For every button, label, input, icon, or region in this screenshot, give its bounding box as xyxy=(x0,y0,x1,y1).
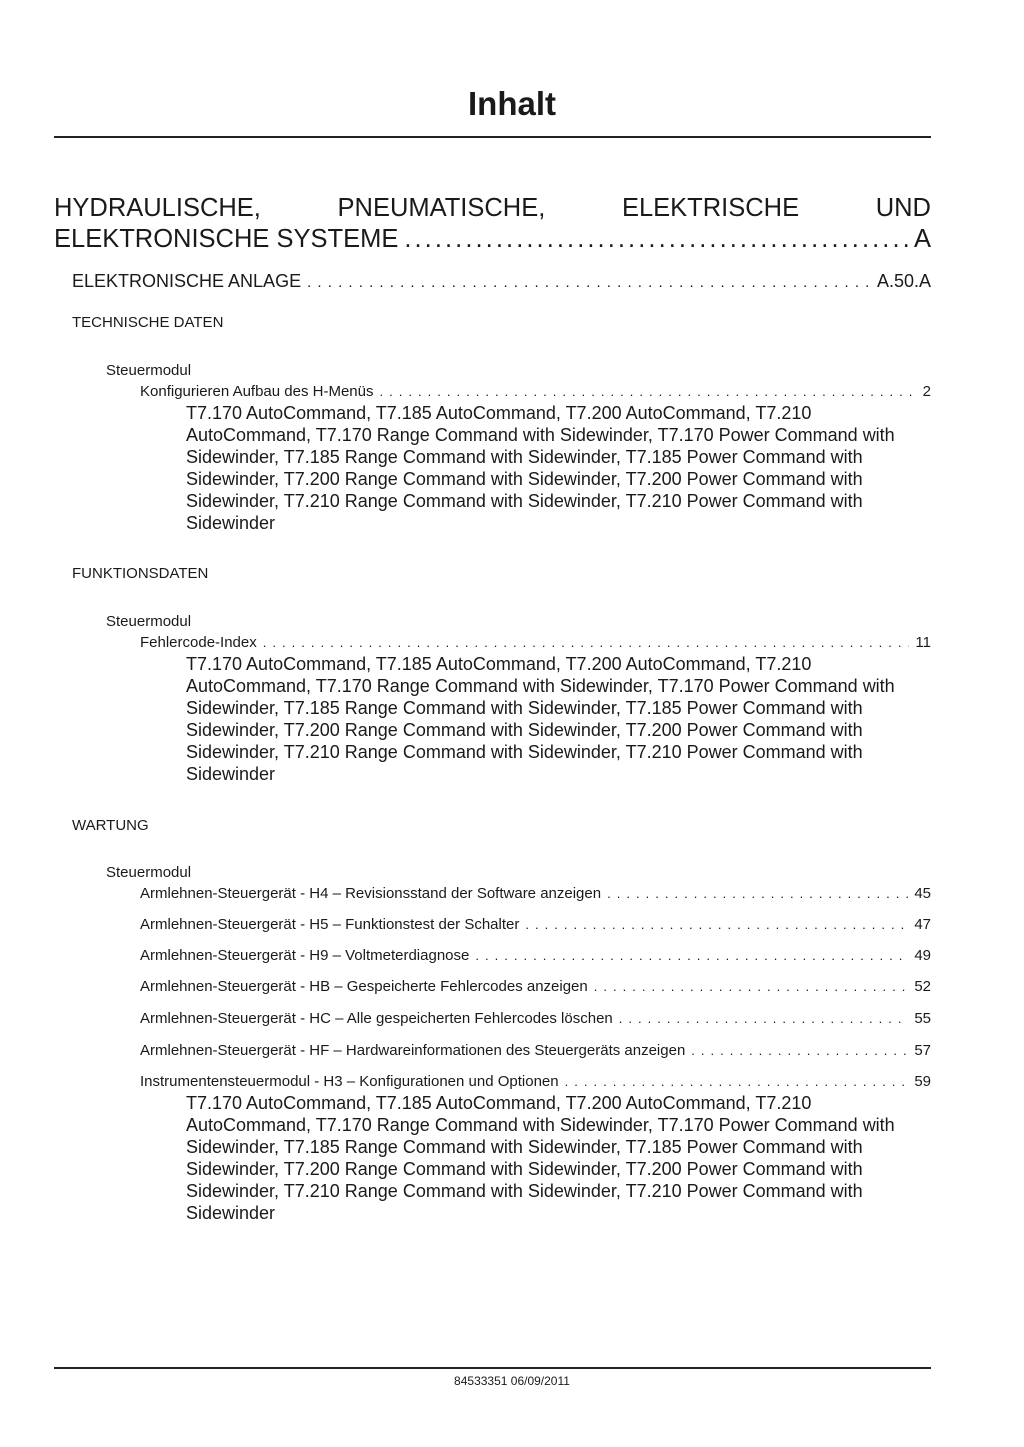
toc-entry[interactable] xyxy=(140,977,931,997)
dot-leader xyxy=(404,224,908,255)
toc-entry[interactable] xyxy=(140,1009,931,1029)
dot-leader xyxy=(263,633,910,653)
entry-title: Konfigurieren Aufbau des H-Menüs xyxy=(140,383,374,400)
toc-entry[interactable] xyxy=(140,1072,931,1092)
toc-entry[interactable] xyxy=(140,946,931,966)
dot-leader xyxy=(619,1009,909,1029)
entry-page: 45 xyxy=(914,885,931,902)
model-applicability: T7.170 AutoCommand, T7.185 AutoCommand, T7.200 AutoCommand, T7.210 AutoCommand, T7.170 Range Command with Sidewinder, T7.170 Power Command with Sidewinder, T7.185 Range Command with Sidewinder, T7.185 Power Command with Sidewinder, T7.200 Range Command with Sidewinder, T7.200 Power Command with Sidewinder, T7.210 Range Command with Sidewinder, T7.210 Power Command with Sidewinder xyxy=(186,654,895,784)
entry-page: 52 xyxy=(914,978,931,995)
section-ref: A.50.A xyxy=(876,271,931,291)
group-heading: Steuermodul xyxy=(106,864,192,881)
entry-title: Armlehnen-Steuergerät - H9 – Voltmeterdiagnose xyxy=(140,947,470,964)
group-heading: Steuermodul xyxy=(106,613,192,630)
subsection-heading: FUNKTIONSDATEN xyxy=(72,565,209,582)
entry-page: 55 xyxy=(914,1010,931,1027)
footer-rule xyxy=(54,1367,931,1369)
entry-title: Instrumentensteuermodul - H3 – Konfigurationen und Optionen xyxy=(140,1073,559,1090)
dot-leader xyxy=(565,1072,909,1092)
entry-page: 59 xyxy=(914,1073,931,1090)
entry-page: 57 xyxy=(914,1042,931,1059)
chapter-title-line-2 xyxy=(54,224,931,255)
dot-leader xyxy=(607,884,908,904)
entry-title: Armlehnen-Steuergerät - HF – Hardwareinformationen des Steuergeräts anzeigen xyxy=(140,1042,686,1059)
subsection-heading: WARTUNG xyxy=(72,817,149,834)
entry-page: 2 xyxy=(922,383,931,400)
header-rule xyxy=(54,136,931,138)
entry-page: 49 xyxy=(914,947,931,964)
chapter-word: UND xyxy=(875,194,931,222)
chapter-title-line-1 xyxy=(54,193,931,224)
toc-entry[interactable] xyxy=(140,884,931,904)
toc-chapter[interactable] xyxy=(54,193,931,255)
entry-page: 47 xyxy=(914,916,931,933)
entry-page: 11 xyxy=(915,634,931,651)
chapter-word: ELEKTRISCHE xyxy=(621,194,800,222)
dot-leader xyxy=(475,946,908,966)
footer-doc-number: 84533351 06/09/2011 xyxy=(454,1374,570,1388)
subsection-heading: TECHNISCHE DATEN xyxy=(72,314,224,331)
entry-title: Armlehnen-Steuergerät - HC – Alle gespeicherten Fehlercodes löschen xyxy=(140,1010,613,1027)
chapter-title: ELEKTRONISCHE SYSTEME xyxy=(54,225,399,253)
group-heading: Steuermodul xyxy=(106,362,192,379)
toc-entry[interactable] xyxy=(140,382,931,402)
chapter-ref: A xyxy=(913,225,931,253)
model-applicability: T7.170 AutoCommand, T7.185 AutoCommand, T7.200 AutoCommand, T7.210 AutoCommand, T7.170 Range Command with Sidewinder, T7.170 Power Command with Sidewinder, T7.185 Range Command with Sidewinder, T7.185 Power Command with Sidewinder, T7.200 Range Command with Sidewinder, T7.200 Power Command with Sidewinder, T7.210 Range Command with Sidewinder, T7.210 Power Command with Sidewinder xyxy=(186,1093,895,1223)
toc-entry[interactable] xyxy=(140,1041,931,1061)
dot-leader xyxy=(594,977,909,997)
toc-section[interactable] xyxy=(72,270,931,294)
chapter-word: PNEUMATISCHE, xyxy=(337,194,546,222)
entry-title: Armlehnen-Steuergerät - HB – Gespeicherte Fehlercodes anzeigen xyxy=(140,978,588,995)
dot-leader xyxy=(691,1041,908,1061)
dot-leader xyxy=(307,272,871,294)
toc-entry[interactable] xyxy=(140,633,931,653)
model-applicability: T7.170 AutoCommand, T7.185 AutoCommand, T7.200 AutoCommand, T7.210 AutoCommand, T7.170 Range Command with Sidewinder, T7.170 Power Command with Sidewinder, T7.185 Range Command with Sidewinder, T7.185 Power Command with Sidewinder, T7.200 Range Command with Sidewinder, T7.200 Power Command with Sidewinder, T7.210 Range Command with Sidewinder, T7.210 Power Command with Sidewinder xyxy=(186,403,895,533)
page-title: Inhalt xyxy=(468,85,556,122)
chapter-word: HYDRAULISCHE, xyxy=(54,194,261,222)
toc-entry[interactable] xyxy=(140,915,931,935)
entry-title: Armlehnen-Steuergerät - H4 – Revisionsstand der Software anzeigen xyxy=(140,885,602,902)
entry-title: Fehlercode-Index xyxy=(140,634,257,651)
entry-title: Armlehnen-Steuergerät - H5 – Funktionstest der Schalter xyxy=(140,916,520,933)
section-title: ELEKTRONISCHE ANLAGE xyxy=(72,271,302,291)
dot-leader xyxy=(379,382,916,402)
dot-leader xyxy=(525,915,908,935)
